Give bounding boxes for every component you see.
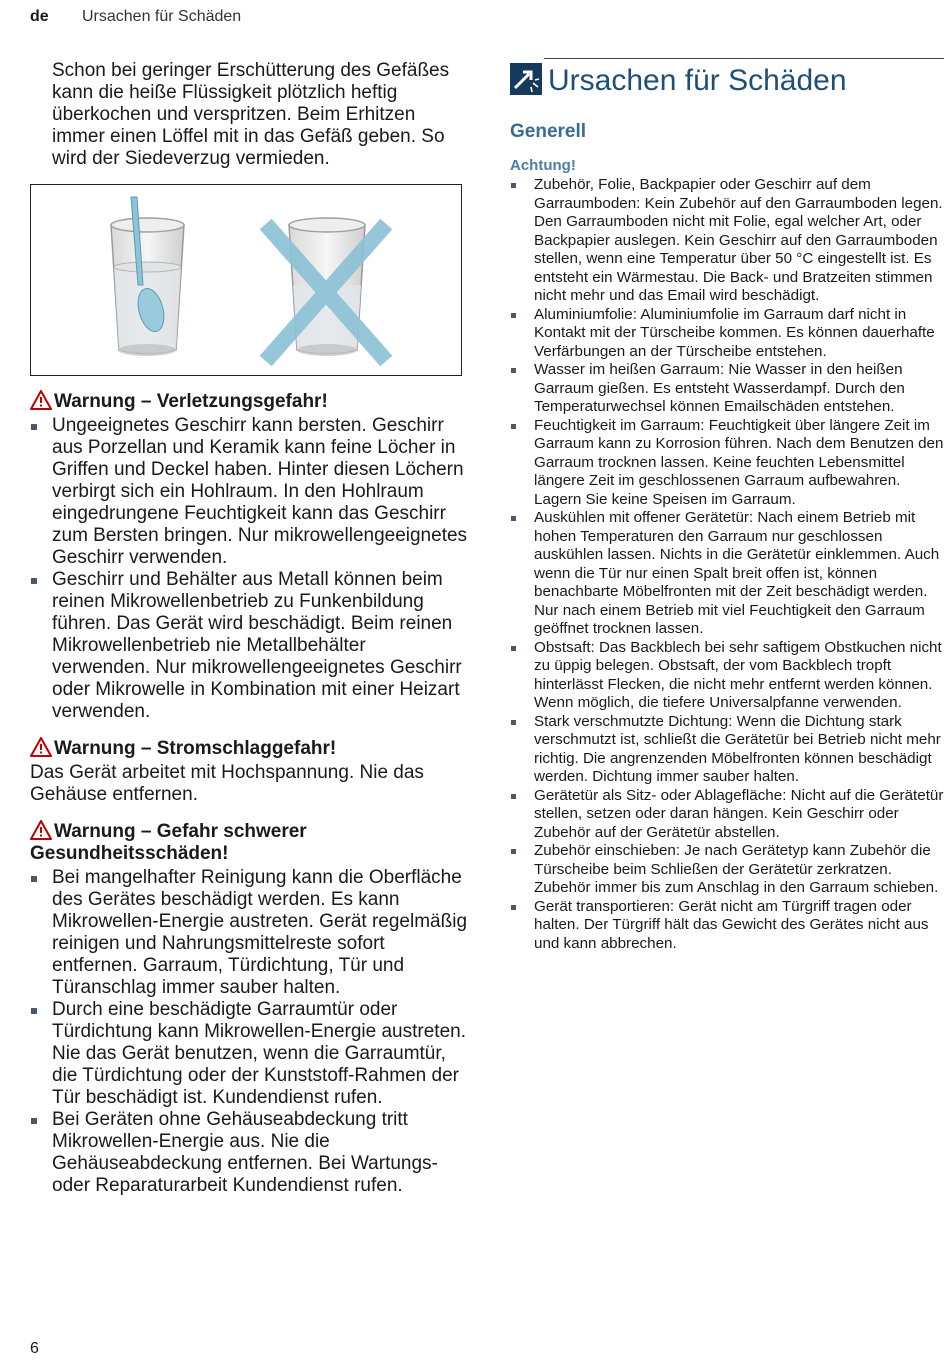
glass-illustration-svg (31, 185, 461, 375)
list-item: Bei mangelhafter Reinigung kann die Oberfläche des Gerätes beschädigt werden. Es kann Mikrowellen-Energie austreten. Gerät regelmäßig reinigen und Nahrungsmittelreste sofort entfernen. Garraum, Türdichtung, Tür und Türanschlag immer sauber halten. (30, 867, 468, 999)
glass-spoon-illustration (30, 184, 462, 376)
warning-injury-heading (30, 390, 468, 413)
list-item: Ungeeignetes Geschirr kann bersten. Geschirr aus Porzellan und Keramik kann feine Löcher in Griffen und Deckel haben. Hinter diesen Löchern verbirgt sich ein Hohlraum. In den Hohlraum eingedrungene Feuchtigkeit kann das Geschirr zum Bersten bringen. Nur mikrowellengeeignetes Geschirr verwenden. (30, 415, 468, 569)
header-section-title: Ursachen für Schäden (82, 8, 242, 25)
warning-injury-list (30, 415, 468, 723)
list-item: Gerätetür als Sitz- oder Ablagefläche: Nicht auf die Gerätetür stellen, setzen oder daran hängen. Kein Geschirr oder Zubehör auf der Gerätetür abstellen. (510, 787, 944, 843)
subheading-generell: Generell (510, 121, 587, 142)
caution-label: Achtung! (510, 157, 576, 174)
page-header (30, 8, 242, 26)
left-column (30, 60, 468, 1197)
page-number: 6 (30, 1340, 39, 1357)
warning-triangle-icon (30, 820, 52, 840)
glass-with-spoon (111, 197, 184, 356)
list-item: Geschirr und Behälter aus Metall können beim reinen Mikrowellenbetrieb zu Funkenbildung führen. Das Gerät wird beschädigt. Beim reinen Mikrowellenbetrieb nie Metallbehälter verwenden. Nur mikrowellengeeignetes Geschirr oder Mikrowelle in Kombination mit einer Heizart verwenden. (30, 569, 468, 723)
list-item: Bei Geräten ohne Gehäuseabdeckung tritt Mikrowellen-Energie aus. Nie die Gehäuseabdeckung entfernen. Bei Wartungs- oder Reparaturarbeit Kundendienst rufen. (30, 1109, 468, 1197)
list-item: Auskühlen mit offener Gerätetür: Nach einem Betrieb mit hohen Temperaturen den Garraum nur geschlossen auskühlen lassen. Nichts in die Gerätetür einklemmen. Auch wenn die Tür nur einen Spalt breit offen ist, können benachbarte Möbelfronten mit der Zeit beschädigt werden. Nur nach einem Betrieb mit viel Feuchtigkeit den Garraum geöffnet trocknen lassen. (510, 509, 944, 639)
damage-icon (510, 63, 542, 95)
warning-injury-title: Warnung – Verletzungsgefahr! (54, 391, 328, 412)
list-item: Wasser im heißen Garraum: Nie Wasser in den heißen Garraum gießen. Es entsteht Wasserdampf. Durch den Temperaturwechsel können Emailschäden entstehen. (510, 361, 944, 417)
page-title: Ursachen für Schäden (548, 64, 847, 97)
damage-causes-list (510, 176, 944, 953)
language-code: de (30, 8, 49, 25)
intro-paragraph: Schon bei geringer Erschütterung des Gefäßes kann die heiße Flüssigkeit plötzlich heftig überkochen und verspritzen. Beim Erhitzen immer einen Löffel mit in das Gefäß geben. So wird der Siedeverzug vermieden. (52, 60, 450, 169)
list-item: Obstsaft: Das Backblech bei sehr saftigem Obstkuchen nicht zu üppig belegen. Obstsaft, der vom Backblech tropft hinterlässt Flecken, die nicht mehr entfernt werden können. Wenn möglich, die tiefere Universalpfanne verwenden. (510, 639, 944, 713)
list-item: Zubehör einschieben: Je nach Gerätetyp kann Zubehör die Türscheibe beim Schließen der Gerätetür zerkratzen. Zubehör immer bis zum Anschlag in den Garraum schieben. (510, 842, 944, 898)
warning-triangle-icon (30, 390, 52, 410)
list-item: Zubehör, Folie, Backpapier oder Geschirr auf dem Garraumboden: Kein Zubehör auf den Garraumboden legen. Den Garraumboden nicht mit Folie, egal welcher Art, oder Backpapier auslegen. Kein Geschirr auf den Garraumboden stellen, wenn eine Temperatur über 50 °C eingestellt ist. Es entsteht ein Wärmestau. Die Back- und Bratzeiten stimmen nicht mehr und das Email wird beschädigt. (510, 176, 944, 306)
right-column (510, 58, 944, 953)
section-title-row (544, 58, 944, 99)
warning-triangle-icon (30, 737, 52, 757)
list-item: Durch eine beschädigte Garraumtür oder Türdichtung kann Mikrowellen-Energie austreten. Nie das Gerät benutzen, wenn die Garraumtür, die Türdichtung oder der Kunststoff-Rahmen der Tür beschädigt ist. Kundendienst rufen. (30, 999, 468, 1109)
warning-electric-heading (30, 737, 468, 760)
warning-health-heading (30, 820, 468, 865)
warning-electric-title: Warnung – Stromschlaggefahr! (54, 738, 337, 759)
list-item: Gerät transportieren: Gerät nicht am Türgriff tragen oder halten. Der Türgriff hält das Gewicht des Gerätes nicht aus und kann abbrechen. (510, 898, 944, 954)
warning-health-list (30, 867, 468, 1197)
list-item: Stark verschmutzte Dichtung: Wenn die Dichtung stark verschmutzt ist, schließt die Gerätetür bei Betrieb nicht mehr richtig. Die angrenzenden Möbelfronten können beschädigt werden. Dichtung immer sauber halten. (510, 713, 944, 787)
warning-health-title: Warnung – Gefahr schwerer Gesundheitsschäden! (30, 821, 307, 864)
warning-electric-text: Das Gerät arbeitet mit Hochspannung. Nie das Gehäuse entfernen. (30, 762, 424, 805)
list-item: Aluminiumfolie: Aluminiumfolie im Garraum darf nicht in Kontakt mit der Türscheibe kommen. Es können dauerhafte Verfärbungen an der Türscheibe entstehen. (510, 306, 944, 362)
list-item: Feuchtigkeit im Garraum: Feuchtigkeit über längere Zeit im Garraum kann zu Korrosion führen. Nach dem Benutzen den Garraum trocknen lassen. Keine feuchten Lebensmittel längere Zeit im geschlossenen Garraum aufbewahren. Lagern Sie keine Speisen im Garraum. (510, 417, 944, 510)
